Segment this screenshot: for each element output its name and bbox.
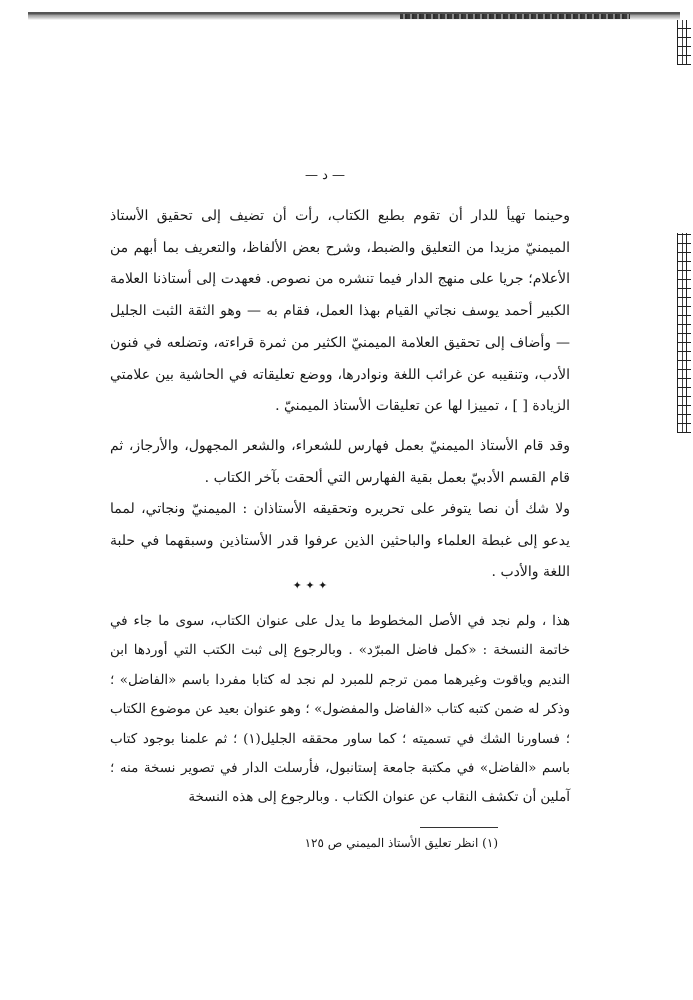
footnote: (١) انظر تعليق الأستاذ الميمني ص ١٢٥ (304, 836, 498, 850)
page-number: — د — (304, 168, 346, 183)
paragraph-text: وقد قام الأستاذ الميمنيّ بعمل فهارس للشعراء، والشعر المجهول، والأرجاز، ثم قام القسم الأدبيّ بعمل بقية الفهارس التي ألحقت بآخر الكتاب . (110, 438, 570, 486)
body-paragraph-2 (110, 431, 570, 494)
paragraph-text: هذا ، ولم نجد في الأصل المخطوط ما يدل على عنوان الكتاب، سوى ما جاء في خاتمة النسخة : «كمل فاضل المبرّد» . وبالرجوع إلى ثبت الكتب التي أوردها ابن النديم وياقوت وغيرهما ممن ترجم للمبرد لم نجد له كتابا مفردا باسم «الفاضل» ؛ وذكر له ضمن كتبه كتاب «الفاضل والمفضول» ؛ وهو عنوان بعيد عن موضوع الكتاب ؛ فساورنا الشك في تسميته ؛ كما ساور محققه الجليل(١) ؛ ثم علمنا بوجود كتاب باسم «الفاضل» في مكتبة جامعة إستانبول، فأرسلت الدار في تصوير نسخة منه ؛ آملين أن تكشف النقاب عن عنوان الكتاب . وبالرجوع إلى هذه النسخة (110, 614, 571, 806)
body-paragraph-3 (110, 494, 570, 589)
binding-border-top (677, 20, 691, 65)
body-paragraph-1 (110, 201, 570, 423)
binding-border-middle (677, 233, 691, 433)
paragraph-text: وحينما تهيأ للدار أن تقوم بطبع الكتاب، رأت أن تضيف إلى تحقيق الأستاذ الميمنيّ مزيدا من التعليق والضبط، وشرح بعض الألفاظ، والتعريف بما أبهم من الأعلام؛ جريا على منهج الدار فيما تنشره من نصوص. فعهدت إلى أستاذنا العلامة الكبير أحمد يوسف نجاتي القيام بهذا العمل، فقام به — وهو الثقة الثبت الجليل — وأضاف إلى تحقيق العلامة الميمنيّ الكثير من ثمرة قراءته، وتضلعه في فنون الأدب، وتنقيبه عن غرائب اللغة ونوادرها، ووضع تعليقاته في الحاشية بين علامتي الزيادة [ ] ، تمييزا لها عن تعليقات الأستاذ الميمنيّ . (110, 208, 570, 415)
section-ornament: ✦ ✦ ✦ (292, 579, 328, 592)
footnote-divider (420, 827, 498, 828)
body-paragraph-4 (110, 607, 570, 813)
scan-top-edge-shadow (400, 14, 630, 19)
paragraph-text: ولا شك أن نصا يتوفر على تحريره وتحقيقه الأستاذان : الميمنيّ ونجاتي، لمما يدعو إلى غبطة العلماء والباحثين الذين عرفوا قدر الأستاذين وسبقهما في حلبة اللغة والأدب . (110, 501, 570, 581)
